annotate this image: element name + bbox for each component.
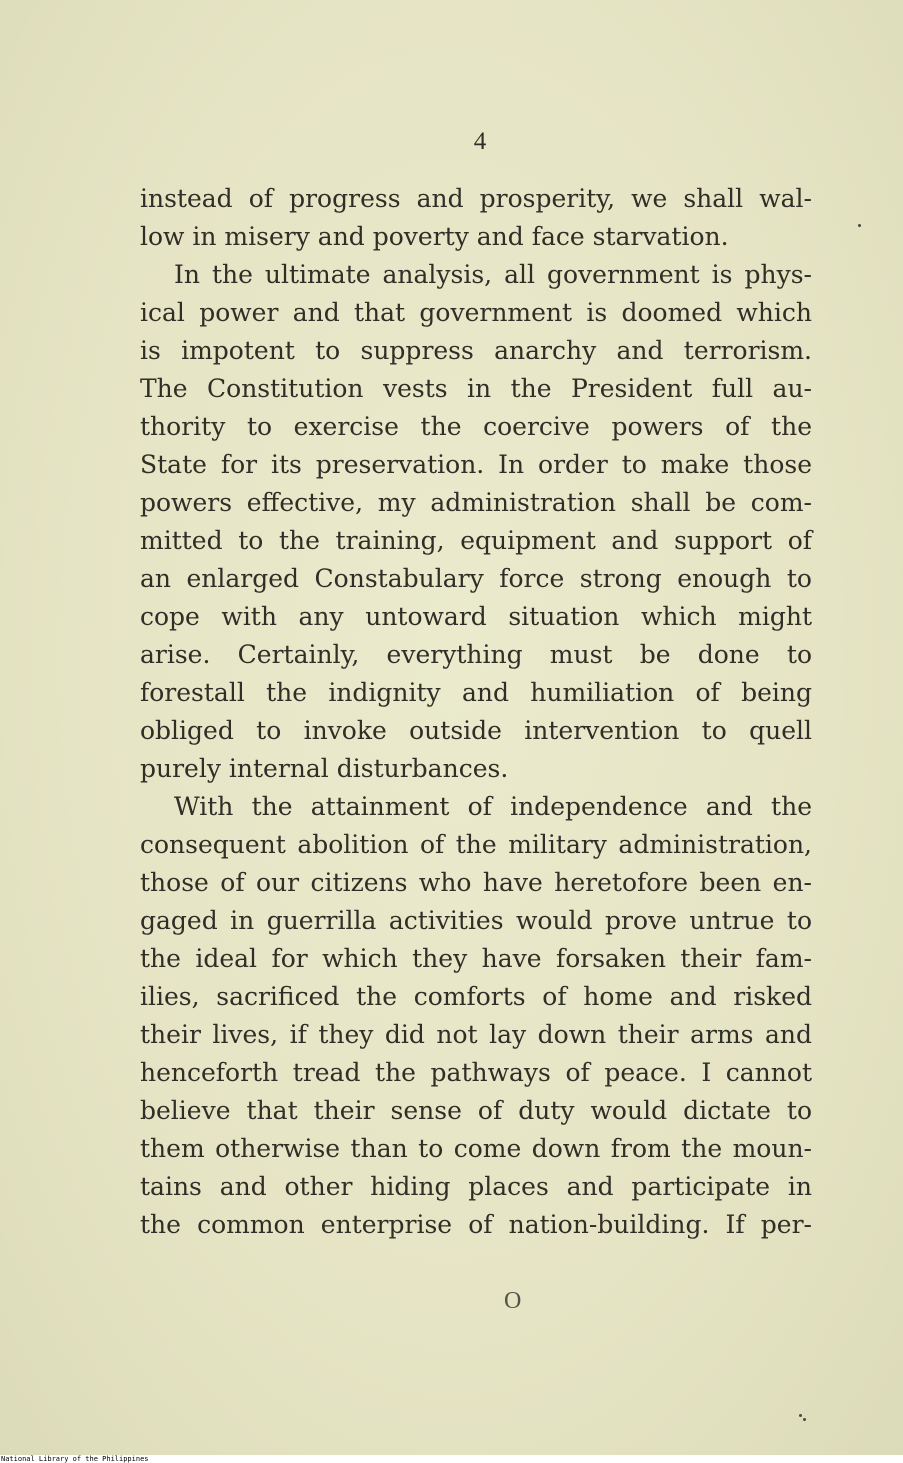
text-line: The Constitution vests in the President full au- — [140, 374, 812, 403]
text-line: ical power and that government is doomed which — [140, 298, 812, 327]
text-line: the ideal for which they have forsaken their fam- — [140, 944, 812, 973]
text-line: low in misery and poverty and face starvation. — [140, 222, 729, 251]
text-line: cope with any untoward situation which might — [140, 602, 812, 631]
paragraph-2 — [140, 256, 812, 788]
text-line: is impotent to suppress anarchy and terrorism. — [140, 336, 812, 365]
text-line: the common enterprise of nation-building. If per- — [140, 1210, 812, 1239]
text-line: believe that their sense of duty would dictate to — [140, 1096, 812, 1125]
text-line: State for its preservation. In order to make those — [140, 450, 812, 479]
speck-mark — [799, 1414, 802, 1417]
text-line: obliged to invoke outside intervention to quell — [140, 716, 812, 745]
text-line: instead of progress and prosperity, we shall wal- — [140, 184, 812, 213]
text-line: In the ultimate analysis, all government is phys- — [174, 260, 812, 289]
text-line: purely internal disturbances. — [140, 754, 509, 783]
text-line: consequent abolition of the military administration, — [140, 830, 812, 859]
text-line: an enlarged Constabulary force strong enough to — [140, 564, 812, 593]
text-line: henceforth tread the pathways of peace. I cannot — [140, 1058, 812, 1087]
text-line: gaged in guerrilla activities would prove untrue to — [140, 906, 812, 935]
text-line: forestall the indignity and humiliation of being — [140, 678, 812, 707]
page-number: 4 — [473, 128, 487, 155]
text-line: tains and other hiding places and participate in — [140, 1172, 812, 1201]
speck-mark — [803, 1418, 806, 1421]
footer-mark: O — [504, 1288, 522, 1314]
body-text — [140, 180, 812, 1244]
text-line: mitted to the training, equipment and support of — [140, 526, 812, 555]
paragraph-3 — [140, 788, 812, 1244]
text-line: them otherwise than to come down from the moun- — [140, 1134, 812, 1163]
text-line: their lives, if they did not lay down their arms and — [140, 1020, 812, 1049]
text-line: powers effective, my administration shall be com- — [140, 488, 812, 517]
text-line: With the attainment of independence and the — [174, 792, 812, 821]
text-line: ilies, sacrificed the comforts of home and risked — [140, 982, 812, 1011]
text-line: arise. Certainly, everything must be done to — [140, 640, 812, 669]
text-line: those of our citizens who have heretofore been en- — [140, 868, 812, 897]
library-credit: National Library of the Philippines — [1, 1455, 149, 1463]
speck-mark — [858, 224, 861, 227]
text-line: thority to exercise the coercive powers of the — [140, 412, 812, 441]
paragraph-1 — [140, 180, 812, 256]
